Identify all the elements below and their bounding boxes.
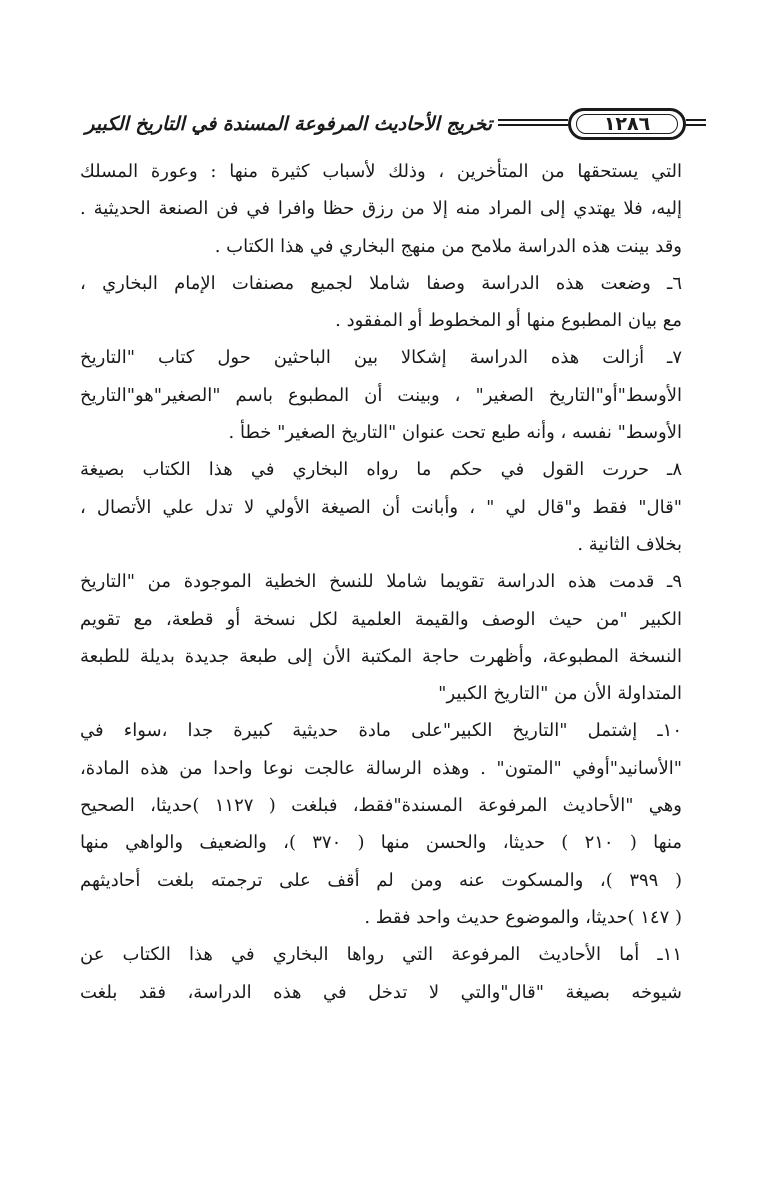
text-line: ( ١٤٧ )حديثا، والموضوع حديث واحد فقط . xyxy=(364,906,682,928)
text-line: المتداولة الأن من "التاريخ الكبير" xyxy=(438,683,682,705)
header-rule-right xyxy=(686,119,706,126)
text-line: ٦ـ وضعت هذه الدراسة وصفا شاملا لجميع مصنفات الإمام البخاري ، xyxy=(80,272,682,294)
text-line: ٩ـ قدمت هذه الدراسة تقويما شاملا للنسخ الخطية الموجودة من "التاريخ xyxy=(80,571,682,593)
text-line: ٧ـ أزالت هذه الدراسة إشكالا بين الباحثين حول كتاب "التاريخ xyxy=(80,347,682,369)
text-line: التي يستحقها من المتأخرين ، وذلك لأسباب كثيرة منها : وعورة المسلك xyxy=(80,161,682,182)
text-line: شيوخه بصيغة "قال"والتي لا تدخل في هذه الدراسة، فقد بلغت xyxy=(80,981,682,1003)
text-line: الكبير "من حيث الوصف والقيمة العلمية لكل نسخة أو قطعة، مع تقويم xyxy=(80,608,682,630)
text-line: "الأسانيد"أوفي "المتون" . وهذه الرسالة عالجت نوعا واحدا من هذه المادة، xyxy=(80,757,682,779)
text-line: منها ( ٢١٠ ) حديثا، والحسن منها ( ٣٧٠ )، والضعيف والواهي منها xyxy=(80,832,682,854)
page-header xyxy=(86,108,686,142)
text-line: الأوسط"أو"التاريخ الصغير" ، وبينت أن المطبوع باسم "الصغير"هو"التاريخ xyxy=(80,384,682,406)
header-rule-middle xyxy=(498,119,568,126)
text-line: ١٠ـ إشتمل "التاريخ الكبير"على مادة حديثية كبيرة جدا ،سواء في xyxy=(80,720,682,742)
text-line: وقد بينت هذه الدراسة ملامح من منهج البخاري في هذا الكتاب . xyxy=(214,235,682,257)
text-line: إليه، فلا يهتدي إلى المراد منه إلا من رزق حظا وافرا في فن الصنعة الحديثية . xyxy=(80,198,682,220)
text-line: الأوسط" نفسه ، وأنه طبع تحت عنوان "التاريخ الصغير" خطأ . xyxy=(228,422,682,444)
text-line: ١١ـ أما الأحاديث المرفوعة التي رواها البخاري في هذا الكتاب عن xyxy=(80,944,682,966)
text-line: "قال" فقط و"قال لي " ، وأبانت أن الصيغة الأولي لا تدل علي الأتصال ، xyxy=(80,496,682,518)
body-text xyxy=(80,153,682,1011)
text-line: ( ٣٩٩ )، والمسكوت عنه ومن لم أقف على ترجمته بلغت أحاديثهم xyxy=(80,869,682,891)
text-line: ٨ـ حررت القول في حكم ما رواه البخاري في هذا الكتاب بصيغة xyxy=(80,459,682,481)
text-line: وهي "الأحاديث المرفوعة المسندة"فقط، فبلغت ( ١١٢٧ )حديثا، الصحيح xyxy=(80,795,682,817)
running-title: تخريج الأحاديث المرفوعة المسندة في التاريخ الكبير xyxy=(85,113,492,135)
page-number: ١٢٨٦ xyxy=(568,108,686,140)
text-line: بخلاف الثانية . xyxy=(577,533,682,555)
text-line: النسخة المطبوعة، وأظهرت حاجة المكتبة الأن إلى طبعة جديدة بديلة للطبعة xyxy=(80,645,682,667)
text-line: مع بيان المطبوع منها أو المخطوط أو المفقود . xyxy=(335,310,682,332)
